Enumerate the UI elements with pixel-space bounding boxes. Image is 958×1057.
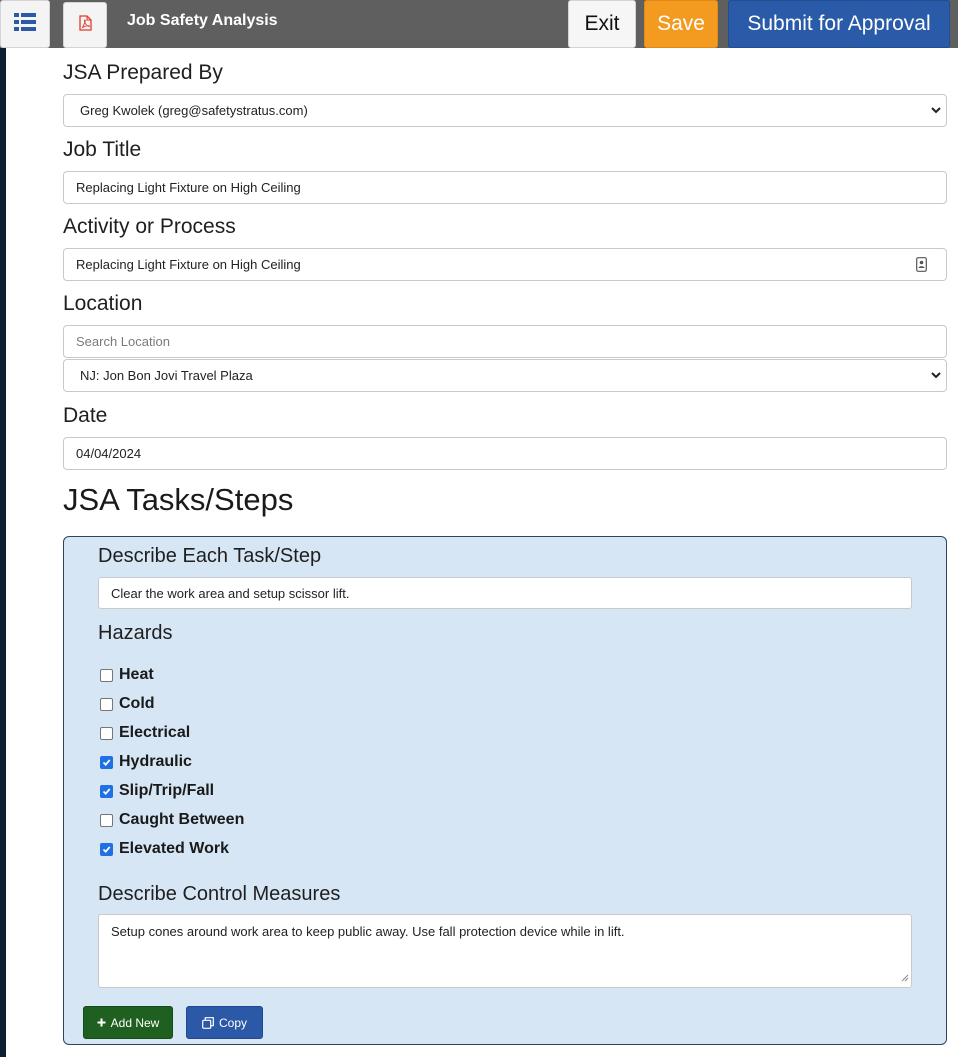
location-selected-value: NJ: Jon Bon Jovi Travel Plaza — [80, 368, 253, 383]
prepared-by-select[interactable] — [63, 94, 947, 127]
hazard-checkbox[interactable] — [100, 698, 113, 711]
location-label: Location — [63, 292, 143, 315]
activity-input[interactable] — [63, 248, 947, 281]
hazard-option[interactable] — [100, 665, 154, 685]
hazard-checkbox[interactable] — [100, 756, 113, 769]
hazard-checkbox[interactable] — [100, 843, 113, 856]
prepared-by-label: JSA Prepared By — [63, 61, 223, 84]
date-label: Date — [63, 404, 108, 427]
location-search-placeholder: Search Location — [76, 334, 170, 349]
job-title-input[interactable] — [63, 171, 947, 204]
job-title-label: Job Title — [63, 138, 142, 161]
menu-button[interactable] — [0, 0, 50, 48]
hazard-option[interactable] — [100, 723, 190, 743]
pdf-button[interactable] — [63, 2, 107, 48]
resize-handle-icon[interactable] — [901, 970, 909, 985]
hazard-label: Electrical — [119, 724, 191, 741]
add-new-label: Add New — [110, 1015, 160, 1030]
activity-value: Replacing Light Fixture on High Ceiling — [76, 257, 301, 272]
hazard-label: Heat — [119, 666, 154, 683]
task-description-input[interactable] — [98, 577, 912, 609]
submit-for-approval-button[interactable]: Submit for Approval — [728, 0, 950, 48]
location-search-input[interactable] — [63, 325, 947, 358]
hazard-label: Caught Between — [119, 811, 245, 828]
hazards-label: Hazards — [98, 622, 173, 644]
left-rail — [0, 48, 9, 1057]
control-measures-value: Setup cones around work area to keep public away. Use fall protection device while in lift. — [111, 924, 625, 939]
top-bar — [0, 0, 958, 48]
hazard-checkbox[interactable] — [100, 814, 113, 827]
chevron-down-icon — [930, 369, 942, 384]
prepared-by-value: Greg Kwolek (greg@safetystratus.com) — [80, 103, 308, 118]
contact-card-icon[interactable] — [916, 257, 927, 275]
date-input[interactable] — [63, 437, 947, 470]
hazard-option[interactable] — [100, 839, 229, 859]
chevron-down-icon — [930, 104, 942, 119]
exit-button[interactable]: Exit — [568, 0, 636, 48]
tasks-section-title: JSA Tasks/Steps — [63, 482, 294, 517]
hazard-label: Cold — [119, 695, 155, 712]
task-description-label: Describe Each Task/Step — [98, 545, 322, 567]
copy-icon — [202, 1017, 214, 1029]
hazard-label: Elevated Work — [119, 840, 229, 857]
date-value: 04/04/2024 — [76, 446, 142, 461]
hazard-option[interactable] — [100, 781, 214, 801]
hazard-option[interactable] — [100, 752, 192, 772]
copy-button[interactable] — [186, 1006, 263, 1039]
save-button[interactable]: Save — [644, 0, 718, 48]
activity-label: Activity or Process — [63, 215, 236, 238]
hazard-label: Hydraulic — [119, 753, 192, 770]
hazard-option[interactable] — [100, 694, 155, 714]
list-icon — [14, 13, 36, 36]
hazard-checkbox[interactable] — [100, 669, 113, 682]
hazard-checkbox[interactable] — [100, 727, 113, 740]
location-select[interactable] — [63, 359, 947, 392]
app-title: Job Safety Analysis — [127, 12, 278, 29]
hazard-option[interactable] — [100, 810, 244, 830]
hazard-label: Slip/Trip/Fall — [119, 782, 215, 799]
copy-label: Copy — [218, 1015, 247, 1030]
control-measures-label: Describe Control Measures — [98, 883, 341, 905]
add-new-button[interactable] — [83, 1006, 173, 1039]
job-title-value: Replacing Light Fixture on High Ceiling — [76, 180, 301, 195]
hazard-checkbox[interactable] — [100, 785, 113, 798]
task-description-value: Clear the work area and setup scissor lift. — [111, 585, 350, 601]
control-measures-textarea[interactable] — [98, 914, 912, 988]
pdf-icon — [79, 15, 92, 36]
plus-icon — [97, 1018, 106, 1027]
